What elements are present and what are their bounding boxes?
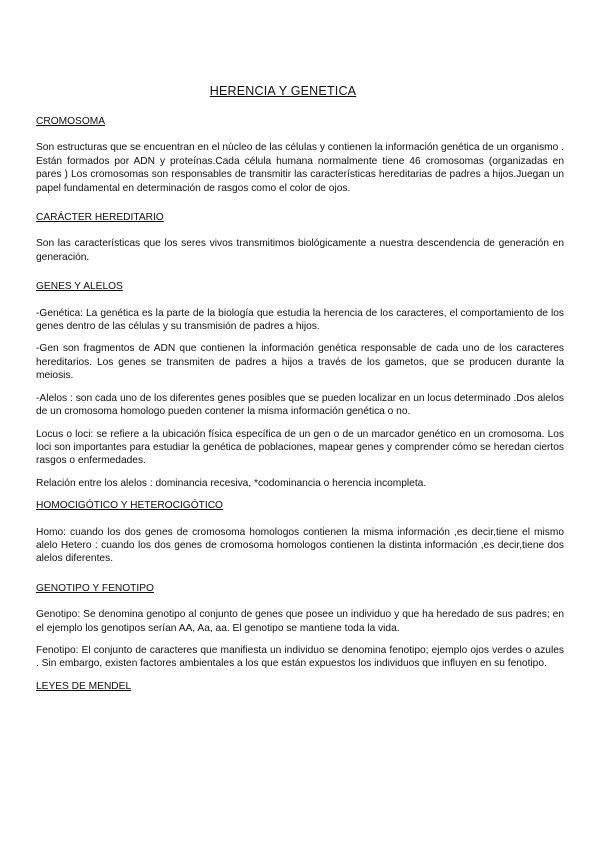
section-genes-y-alelos xyxy=(36,280,564,490)
document-title: HERENCIA Y GENETICA xyxy=(209,84,357,98)
section-heading: CROMOSOMA xyxy=(36,116,106,127)
section-heading: HOMOCIGÓTICO Y HETEROCIGÓTICO xyxy=(36,500,223,512)
section-leyes-de-mendel xyxy=(36,680,564,693)
section-paragraph: Son estructuras que se encuentran en el núcleo de las células y contienen la información genética de un organismo . Están formados por ADN y proteínas.Cada célula humana normalmente tiene 46 cromosomas (organizadas en pares ) Los cromosomas son responsables de transmitir las características hereditarias de padres a hijos.Juegan un papel fundamental en determinación de rasgos como el color de ojos. xyxy=(36,142,564,194)
section-heading: LEYES DE MENDEL xyxy=(36,680,132,692)
section-homocigotico-heterocigotico xyxy=(36,499,564,566)
section-heading: GENES Y ALELOS xyxy=(36,281,123,293)
section-paragraph: -Genética: La genética es la parte de la biología que estudia la herencia de los caracteres, el comportamiento de los genes dentro de las células y su transmisión de padres a hijos. xyxy=(36,307,564,333)
section-paragraph: Fenotipo: El conjunto de caracteres que manifiesta un individuo se denomina fenotipo; ejemplo ojos verdes o azules . Sin embargo, existen factores ambientales a los que están expuestos los individuos que influyen en su fenotipo. xyxy=(36,644,564,670)
section-heading: GENOTIPO Y FENOTIPO xyxy=(36,582,154,594)
section-paragraph: Son las características que los seres vivos transmitimos biológicamente a nuestra descendencia de generación en generación. xyxy=(36,238,564,263)
section-paragraph: -Gen son fragmentos de ADN que contienen la información genética responsable de cada uno de los caracteres hereditarios. Los genes se transmiten de padres a hijos a través de los gametos, que se producen durante la meiosis. xyxy=(36,343,564,382)
section-caracter-hereditario xyxy=(36,211,564,264)
document-body xyxy=(36,115,564,706)
section-paragraph: Genotipo: Se denomina genotipo al conjunto de genes que posee un individuo y que ha heredado de sus padres; en el ejemplo los genotipos serían AA, Aa, aa. El genotipo se mantiene toda la vida. xyxy=(36,609,564,634)
section-paragraph: Homo: cuando los dos genes de cromosoma homologos contienen la misma información ,es decir,tiene el mismo alelo Hetero : cuando los dos genes de cromosoma homologos contienen la distinta información ,es decir,tiene dos alelos diferentes. xyxy=(36,526,564,565)
section-genotipo-fenotipo xyxy=(36,582,564,671)
section-cromosoma xyxy=(36,115,564,195)
section-paragraph: -Alelos : son cada uno de los diferentes genes posibles que se pueden localizar en un locus determinado .Dos alelos de un cromosoma homologo pueden contener la misma información genética o no. xyxy=(36,392,564,418)
section-paragraph: Locus o loci: se refiere a la ubicación física específica de un gen o de un marcador genético en un cromosoma. Los loci son importantes para estudiar la genética de poblaciones, mapear genes y comprender cómo se heredan ciertos rasgos o enfermedades. xyxy=(36,428,564,467)
section-heading: CARÁCTER HEREDITARIO xyxy=(36,212,164,224)
section-paragraph: Relación entre los alelos : dominancia recesiva, *codominancia o herencia incompleta. xyxy=(36,477,427,489)
